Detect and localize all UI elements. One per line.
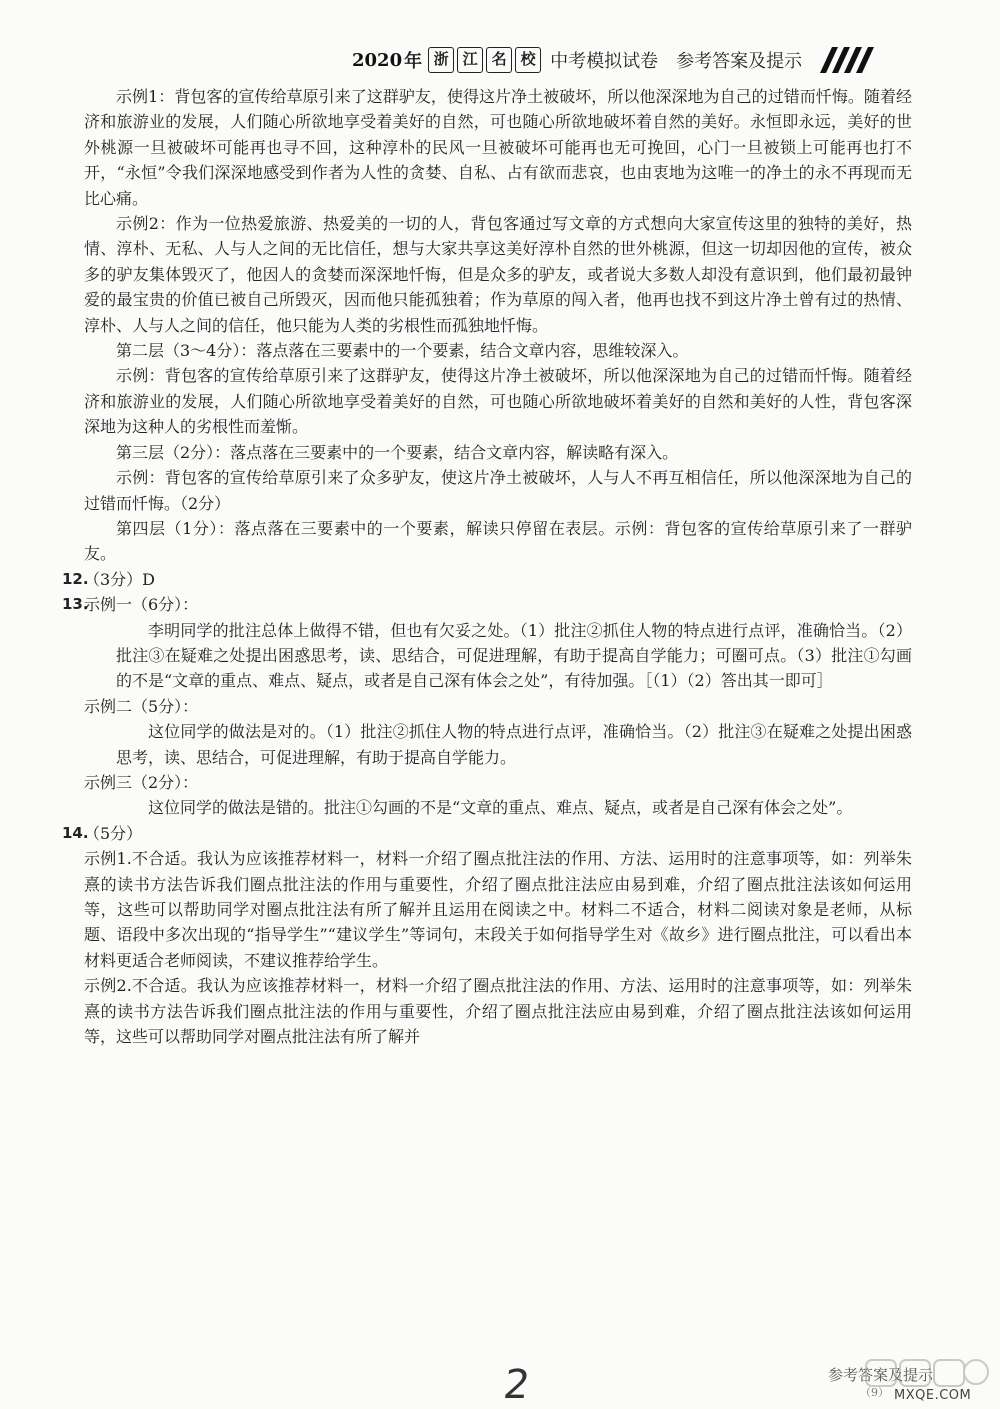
paragraph: 示例1：背包客的宣传给草原引来了这群驴友，使得这片净土被破坏，所以他深深地为自己的过错而忏悔。随着经济和旅游业的发展，人们随心所欲地享受着美好的自然，可也随心所欲地破坏着自然的美好。永恒即永远，美好的世外桃源一旦被破坏可能再也寻不回，这种淳朴的民风一旦被破坏可能再也无可挽回，心门一旦被锁上可能再也打不开，“永恒”令我们深深地感受到作者为人性的贪婪、自私、占有欲而悲哀，也由衷地为这唯一的净土的永不再现而无比心痛。 [84,87,912,208]
question-number: 12. [62,569,89,588]
question-12 [62,567,912,592]
handwritten-page-number: 2 [500,1362,533,1408]
header-year: 2020 [352,49,403,71]
example-3-title: 示例三（2分）： [84,772,199,792]
example-1-body: 李明同学的批注总体上做得不错，但也有欠妥之处。（1）批注②抓住人物的特点进行点评，准确恰当。（2）批注③在疑难之处提出困惑思考，读、思结合，可促进理解，有助于提高自学能力；可圈可点。（3）批注①勾画的不是“文章的重点、难点、疑点，或者是自己深有体会之处”，有待加强。［（1）（2）答出其一即可］ [116,620,912,691]
footer-label: 参考答案及提示 [828,1366,934,1384]
header-box-jiang: 江 [457,47,483,73]
example-3-body: 这位同学的做法是错的。批注①勾画的不是“文章的重点、难点、疑点，或者是自己深有体会之处”。 [148,798,853,818]
question-14-score: （5分） [84,823,143,843]
example-2-title: 示例二（5分）： [84,696,199,716]
watermark-text: MXQE.COM [894,1388,972,1403]
paragraph: 第二层（3～4分）：落点落在三要素中的一个要素，结合文章内容，思维较深入。 [116,341,689,361]
question-13 [62,592,912,617]
header-nian: 年 [404,51,423,72]
header-box-xiao: 校 [515,47,541,73]
question-number: 13. [62,595,89,614]
question-number: 14. [62,823,89,842]
q14-example-2: 示例2.不合适。我认为应该推荐材料一，材料一介绍了圈点批注法的作用、方法、运用时的注意事项等，如：列举朱熹的读书方法告诉我们圈点批注法的作用与重要性，介绍了圈点批注法应由易到难，介绍了圈点批注法该如何运用等，这些可以帮助同学对圈点批注法有所了解并 [84,976,912,1047]
header-section: 参考答案及提示 [676,51,803,72]
header-subtitle: 中考模拟试卷 [550,51,659,72]
paragraph: 示例：背包客的宣传给草原引来了这群驴友，使得这片净土被破坏，所以他深深地为自己的过错而忏悔。随着经济和旅游业的发展，人们随心所欲地享受着美好的自然，可也随心所欲地破坏着美好的自然和美好的人性，背包客深深地为这种人的劣根性而羞惭。 [84,366,912,437]
header-box-zhe: 浙 [428,47,454,73]
page-header [352,40,892,80]
answer-body [62,84,912,1049]
header-box-ming: 名 [486,47,512,73]
question-14 [62,821,912,846]
paragraph: 第三层（2分）：落点落在三要素中的一个要素，结合文章内容，解读略有深入。 [116,442,679,462]
footer-page-code: （9） [860,1386,889,1399]
example-2-body: 这位同学的做法是对的。（1）批注②抓住人物的特点进行点评，准确恰当。（2）批注③在疑难之处提出困惑思考，读、思结合，可促进理解，有助于提高自学能力。 [116,722,912,767]
paragraph: 示例：背包客的宣传给草原引来了众多驴友，使这片净土被破坏，人与人不再互相信任，所以他深深地为自己的过错而忏悔。（2分） [84,468,912,513]
stripes-icon [818,47,876,73]
paragraph: 第四层（1分）：落点落在三要素中的一个要素，解读只停留在表层。示例：背包客的宣传给草原引来了一群驴友。 [84,518,912,564]
question-12-answer: （3分）D [84,569,156,589]
example-1-title: 示例一（6分）： [84,595,199,615]
q14-example-1: 示例1.不合适。我认为应该推荐材料一，材料一介绍了圈点批注法的作用、方法、运用时的注意事项等，如：列举朱熹的读书方法告诉我们圈点批注法的作用与重要性，介绍了圈点批注法应由易到难，介绍了圈点批注法该如何运用等，这些可以帮助同学对圈点批注法有所了解并且运用在阅读之中。材料二不适合，材料二阅读对象是老师，从标题、语段中多次出现的“指导学生”“建议学生”等词句，末段关于如何指导学生对《故乡》进行圈点批注，可以看出本材料更适合老师阅读，不建议推荐给学生。 [84,849,912,970]
paragraph: 示例2：作为一位热爱旅游、热爱美的一切的人，背包客通过写文章的方式想向大家宣传这里的独特的美好，热情、淳朴、无私、人与人之间的无比信任，想与大家共享这美好淳朴自然的世外桃源，但这一切却因他的宣传，被众多的驴友集体毁灭了，他因人的贪婪而深深地忏悔，但是众多的驴友，或者说大多数人却没有意识到，他们最初最钟爱的最宝贵的价值已被自己所毁灭，因而他只能孤独着；作为草原的闯入者，他再也找不到这片净土曾有过的热情、淳朴、人与人之间的信任，他只能为人类的劣根性而孤独地忏悔。 [84,214,912,335]
